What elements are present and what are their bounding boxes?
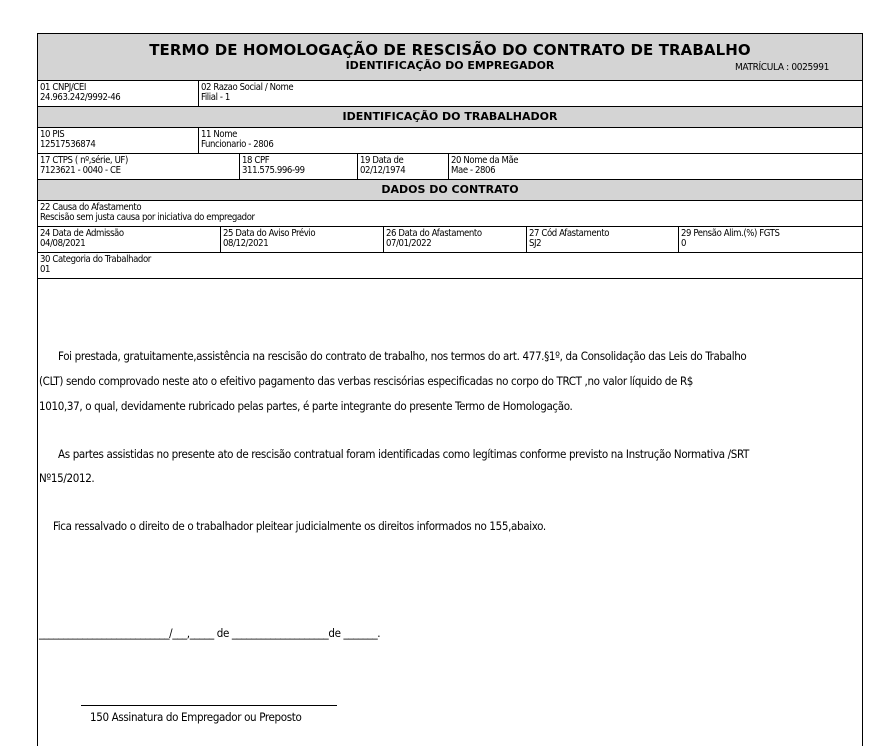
paragraph-1-line-1: Foi prestada, gratuitamente,assistência na rescisão do contrato de trabalho, nos termos do art. 477.§1º, da Consolidação das Leis do Trabalho — [58, 349, 747, 363]
causa-label: 22 Causa do Afastamento — [40, 202, 142, 213]
aviso-previo-cell — [220, 227, 384, 252]
birth-date-label: 19 Data de — [360, 155, 404, 166]
ctps-cell — [38, 154, 239, 179]
pensao-fgts-cell — [678, 227, 862, 252]
afastamento-value: 07/01/2022 — [386, 238, 432, 249]
pis-value: 12517536874 — [40, 139, 96, 150]
date-line: ___________________________/___,_____ de ____________________de _______. — [39, 626, 381, 640]
signature-label: 150 Assinatura do Empregador ou Preposto — [90, 710, 302, 724]
paragraph-2-line-2: Nº15/2012. — [39, 471, 95, 485]
document-title: TERMO DE HOMOLOGAÇÃO DE RESCISÃO DO CONTRATO DE TRABALHO — [149, 41, 751, 59]
mother-name-value: Mae - 2806 — [451, 165, 496, 176]
matricula-label: MATRÍCULA : 0025991 — [735, 62, 829, 73]
cod-afastamento-label: 27 Cód Afastamento — [529, 228, 610, 239]
paragraph-1-line-3: 1010,37, o qual, devidamente rubricado pelas partes, é parte integrante do presente Termo de Homologação. — [39, 399, 573, 413]
aviso-previo-label: 25 Data do Aviso Prévio — [223, 228, 316, 239]
contract-section-title: DADOS DO CONTRATO — [381, 183, 519, 196]
nome-value: Funcionario - 2806 — [201, 139, 274, 150]
termination-cause-row — [38, 201, 862, 227]
cpf-value: 311.575.996-99 — [242, 165, 305, 176]
birth-date-cell — [357, 154, 449, 179]
pis-label: 10 PIS — [40, 129, 65, 140]
contract-dates-row — [38, 227, 862, 253]
paragraph-1-line-2: (CLT) sendo comprovado neste ato o efeitivo pagamento das verbas rescisórias especificadas no corpo do TRCT ,no valor líquido de R$ — [39, 374, 694, 388]
employer-row — [38, 81, 862, 107]
contract-section-header — [38, 180, 862, 201]
mother-name-cell — [448, 154, 862, 179]
admissao-value: 04/08/2021 — [40, 238, 86, 249]
afastamento-label: 26 Data do Afastamento — [386, 228, 482, 239]
nome-label: 11 Nome — [201, 129, 237, 140]
mother-name-label: 20 Nome da Mãe — [451, 155, 519, 166]
categoria-value: 01 — [40, 264, 51, 275]
admissao-cell — [38, 227, 220, 252]
causa-value: Rescisão sem justa causa por iniciativa do empregador — [40, 212, 255, 223]
signature-line — [81, 705, 337, 706]
admissao-label: 24 Data de Admissão — [40, 228, 124, 239]
document-header — [38, 34, 862, 81]
razao-social-cell — [198, 81, 862, 106]
categoria-label: 30 Categoria do Trabalhador — [40, 254, 151, 265]
cnpj-label: 01 CNPJ/CEI — [40, 82, 86, 93]
razao-social-value: Filial - 1 — [201, 92, 230, 103]
ctps-value: 7123621 - 0040 - CE — [40, 165, 121, 176]
worker-id-row — [38, 128, 862, 154]
causa-cell — [38, 201, 862, 226]
aviso-previo-value: 08/12/2021 — [223, 238, 269, 249]
worker-section-title: IDENTIFICAÇÃO DO TRABALHADOR — [342, 110, 558, 123]
pensao-fgts-label: 29 Pensão Alim.(%) FGTS — [681, 228, 780, 239]
ctps-label: 17 CTPS ( nº,série, UF) — [40, 155, 128, 166]
nome-cell — [198, 128, 862, 153]
cnpj-value: 24.963.242/9992-46 — [40, 92, 121, 103]
cod-afastamento-cell — [526, 227, 679, 252]
cnpj-cell — [38, 81, 198, 106]
razao-social-label: 02 Razao Social / Nome — [201, 82, 294, 93]
paragraph-3: Fica ressalvado o direito de o trabalhador pleitear judicialmente os direitos informados no 155,abaixo. — [53, 519, 546, 533]
worker-section-header — [38, 107, 862, 128]
cpf-label: 18 CPF — [242, 155, 270, 166]
pis-cell — [38, 128, 198, 153]
afastamento-cell — [383, 227, 527, 252]
cod-afastamento-value: SJ2 — [529, 238, 542, 249]
employer-section-title: IDENTIFICAÇÃO DO EMPREGADOR — [345, 59, 555, 72]
worker-category-row — [38, 253, 862, 279]
worker-docs-row — [38, 154, 862, 180]
paragraph-2-line-1: As partes assistidas no presente ato de rescisão contratual foram identificadas como legítimas conforme previsto na Instrução Normativa /SRT — [58, 447, 749, 461]
cpf-cell — [239, 154, 358, 179]
categoria-cell — [38, 253, 862, 278]
birth-date-value: 02/12/1974 — [360, 165, 406, 176]
pensao-fgts-value: 0 — [681, 238, 687, 249]
